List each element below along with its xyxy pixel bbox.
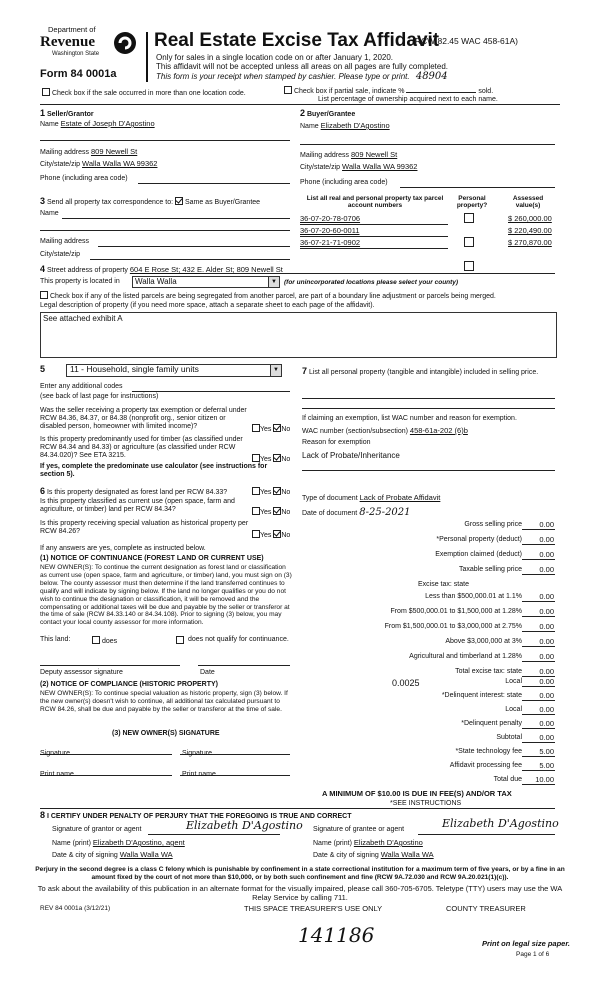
dor-swirl-icon — [112, 30, 138, 56]
wac-value[interactable]: 458-61a-202 (6)b — [409, 426, 468, 435]
corr-name-label: Name — [40, 210, 59, 217]
form-title: Real Estate Excise Tax Affidavit — [154, 30, 440, 51]
buyer-name-value[interactable]: Elizabeth D'Agostino — [320, 121, 390, 130]
buyer-mail-value[interactable]: 809 Newell St — [350, 150, 398, 159]
section-6-number: 6 — [40, 486, 46, 496]
grantee-signature[interactable]: Elizabeth D'Agostino — [442, 817, 559, 830]
location-select[interactable] — [132, 276, 280, 288]
street-label: Street address of property — [46, 267, 128, 274]
this-land-label: This land: — [40, 636, 71, 643]
alt-format-notice: To ask about the availability of this publication in an alternate format for the visually impaired, please call 360-705-6705. Teletype (TTY) users may use the WA Relay Service by calling 711. — [37, 884, 563, 902]
parcel-line — [300, 248, 448, 249]
deputy-date-label: Date — [200, 669, 215, 676]
timber-no-checkbox[interactable] — [273, 454, 281, 462]
assessed-value[interactable]: $ 270,870.00 — [508, 238, 552, 247]
owner-sig-label-1: Signature — [40, 750, 70, 757]
tax-row-label: *State technology fee — [455, 748, 522, 755]
tax-row-value[interactable]: 0.00 — [539, 691, 554, 700]
section-2-heading — [300, 108, 355, 119]
grantee-name-row — [313, 839, 423, 848]
tax-row-value[interactable]: 0.00 — [539, 705, 554, 714]
grantee-sig-line — [418, 834, 555, 835]
personal-col-header: Personal property? — [456, 195, 488, 210]
section-2-title: Buyer/Grantee — [306, 111, 356, 118]
personal-property-line-2[interactable] — [302, 408, 555, 409]
same-as-buyer-checkbox[interactable] — [175, 197, 183, 205]
yes-label: Yes — [260, 456, 272, 463]
current-use-question: Is this property classified as current use (open space, farm and agriculture, or timber) land per RCW 84.34? — [40, 498, 235, 514]
tax-row-label: *Delinquent penalty — [461, 720, 522, 727]
land-does-not-row — [176, 636, 184, 646]
corr-blank-line — [40, 230, 290, 231]
section-7-row — [302, 366, 554, 377]
exemption-question: Was the seller receiving a property tax exemption or deferral under RCW 84.36, 84.37, or 84.38 (nonprofit org., senior citizen or disabled person, homeowner with limited income)? — [40, 407, 247, 431]
section-3-text: Send all property tax correspondence to: — [46, 199, 174, 206]
segregated-checkbox[interactable] — [40, 291, 48, 299]
partial-sale-checkbox[interactable] — [284, 86, 292, 94]
reason-value[interactable]: Lack of Probate/Inheritance — [302, 451, 400, 460]
timber-calc-note: If yes, complete the predominate use calculator (see instructions for section 5). — [40, 463, 268, 479]
street-line — [200, 273, 555, 274]
section-7-number: 7 — [302, 366, 308, 376]
assessed-value[interactable]: $ 260,000.00 — [508, 214, 552, 223]
local-rate: 0.0025 — [392, 678, 420, 688]
grantee-sig-label: Signature of grantee or agent — [313, 826, 405, 833]
partial-pct-field[interactable] — [406, 92, 476, 93]
notice-continuance-text: NEW OWNER(S): To continue the current designation as forest land or classification as current use (open space, farm and agriculture, or timber) land, you must sign on (3) below. The county assessor must then determine if the land transferred continues to qualify and will indicate by signing below. If the land no longer qualifies or you do not wish to continue the designation or classification, it will be removed and the compensating or additional taxes will be due and payable by the seller or transferor at the time of sale (RCW 84.33.140 or 84.34.108). Prior to signing (3) below, you may contact your local county assessor for more information. — [40, 564, 292, 627]
historic-yes-checkbox[interactable] — [252, 530, 260, 538]
doc-date-value[interactable]: 8-25-2021 — [359, 507, 411, 518]
multi-location-row — [42, 88, 246, 98]
no-label: No — [281, 456, 291, 463]
tax-row-label: From $500,000.01 to $1,500,000 at 1.28% — [390, 608, 522, 615]
doc-type-value[interactable]: Lack of Probate Affidavit — [359, 493, 441, 502]
doc-type-row — [302, 494, 440, 503]
doc-type-label: Type of document — [302, 495, 358, 502]
tax-row-label: Above $3,000,000 at 3% — [445, 638, 522, 645]
buyer-city-value[interactable]: Walla Walla WA 99362 — [342, 162, 418, 171]
handwritten-number: 48904 — [415, 71, 448, 82]
historic-no-checkbox[interactable] — [273, 530, 281, 538]
section-1-heading — [40, 108, 94, 119]
section-4-number: 4 — [40, 264, 46, 274]
chevron-down-icon[interactable]: ▼ — [268, 277, 279, 287]
assessed-col-header: Assessed value(s) — [512, 195, 544, 210]
legal-desc-label: Legal description of property (if you need more space, attach a separate sheet to each page of the affidavit). — [40, 302, 375, 309]
parcel-col-header: List all real and personal property tax parcel account numbers — [306, 195, 444, 210]
tax-row-value[interactable]: 0.00 — [539, 565, 554, 574]
parcel-number[interactable]: 36-07-20-78-0706 — [300, 214, 361, 223]
deputy-date-line[interactable] — [198, 665, 290, 666]
yes-label: Yes — [260, 532, 272, 539]
tax-row-label: Agricultural and timberland at 1.28% — [409, 653, 522, 660]
excise-header: Excise tax: state — [418, 581, 469, 588]
buyer-name-label: Name — [300, 123, 319, 130]
buyer-city-row — [300, 163, 417, 172]
tax-row-label: *Personal property (deduct) — [436, 536, 522, 543]
grantee-name-label: Name (print) — [313, 840, 352, 847]
tax-row-label: Exemption claimed (deduct) — [435, 551, 522, 558]
dept-of-label: Department of — [48, 25, 96, 34]
buyer-phone-row — [300, 179, 388, 187]
corr-mail-field[interactable] — [98, 246, 290, 247]
tax-row-label: Local — [505, 706, 522, 713]
county-treasurer-label: COUNTY TREASURER — [446, 904, 526, 913]
forest-yes-checkbox[interactable] — [252, 487, 260, 495]
notice-continuance-title: (1) NOTICE OF CONTINUANCE (FOREST LAND OR CURRENT USE) — [40, 555, 264, 562]
treasurer-use-label: THIS SPACE TREASURER'S USE ONLY — [244, 904, 383, 913]
seller-mail-value[interactable]: 809 Newell St — [90, 147, 138, 156]
seller-city-label: City/state/zip — [40, 161, 81, 168]
exemption-instruction: If claiming an exemption, list WAC number and reason for exemption. — [302, 415, 517, 422]
tax-row-label: Taxable selling price — [458, 566, 522, 573]
instruction-3-row — [156, 71, 448, 83]
forest-question-row — [40, 486, 250, 497]
tax-row-value[interactable]: 0.00 — [539, 622, 554, 631]
located-label: This property is located in — [40, 278, 120, 285]
tax-row-label: From $1,500,000.01 to $3,000,000 at 2.75% — [384, 623, 522, 630]
ownership-note: List percentage of ownership acquired next to each name. — [318, 96, 498, 103]
corr-name-field[interactable] — [62, 218, 290, 219]
personal-property-text: List all personal property (tangible and intangible) included in selling price. — [308, 369, 539, 376]
partial-sale-row — [284, 86, 493, 96]
street-value[interactable]: 604 E Rose St; 432 E. Alder St; 809 Newell St — [129, 265, 283, 274]
additional-codes-label: Enter any additional codes — [40, 383, 123, 390]
yes-label: Yes — [260, 426, 272, 433]
minimum-due-notice: A MINIMUM OF $10.00 IS DUE IN FEE(S) AND/OR TAX — [322, 789, 512, 798]
tax-row-value[interactable]: 10.00 — [535, 775, 554, 784]
section-3-heading — [40, 196, 260, 207]
same-as-buyer-label: Same as Buyer/Grantee — [184, 199, 261, 206]
buyer-name-row — [300, 122, 390, 131]
grantee-name-value[interactable]: Elizabeth D'Agostino — [353, 838, 423, 847]
washington-state-label: Washington State — [52, 51, 100, 57]
grantee-city-label: Date & city of signing — [313, 852, 379, 859]
parcel-line — [300, 224, 448, 225]
grantor-name-label: Name (print) — [52, 840, 91, 847]
seller-phone-row — [40, 175, 128, 183]
current-use-yes-no — [252, 507, 290, 517]
assessed-value[interactable]: $ 220,490.00 — [508, 226, 552, 235]
use-code-value: 11 - Household, single family units — [70, 364, 199, 374]
seller-name-label: Name — [40, 121, 59, 128]
timber-yes-checkbox[interactable] — [252, 454, 260, 462]
tax-row-value[interactable]: 0.00 — [539, 520, 554, 529]
section-1-number: 1 — [40, 108, 46, 118]
header-divider — [146, 32, 148, 82]
tax-row-value[interactable]: 0.00 — [539, 733, 554, 742]
legal-description-value: See attached exhibit A — [43, 314, 123, 323]
tax-row-value[interactable]: 0.00 — [539, 550, 554, 559]
current-use-no-checkbox[interactable] — [273, 507, 281, 515]
land-does-not-checkbox[interactable] — [176, 636, 184, 644]
section-5-number — [40, 364, 45, 375]
chevron-down-icon[interactable]: ▼ — [270, 365, 281, 376]
partial-sold-label: sold. — [478, 88, 494, 95]
tax-row-label: Local — [505, 678, 522, 685]
tax-row-value[interactable]: 0.00 — [539, 535, 554, 544]
land-does-checkbox[interactable] — [92, 636, 100, 644]
located-note: (for unincorporated locations please select your county) — [284, 279, 459, 286]
handwritten-stamp-number: 141186 — [298, 923, 375, 947]
tax-row-value[interactable]: 0.00 — [539, 607, 554, 616]
tax-row-label: Affidavit processing fee — [449, 762, 522, 769]
yes-label: Yes — [260, 509, 272, 516]
grantor-city-label: Date & city of signing — [52, 852, 118, 859]
use-code-select[interactable] — [66, 364, 282, 377]
seller-city-row — [40, 160, 157, 169]
personal-property-checkbox[interactable] — [464, 237, 474, 247]
no-label: No — [281, 509, 291, 516]
grantor-city-row — [52, 851, 173, 860]
section-5-num: 5 — [40, 364, 46, 374]
tax-row-label: Gross selling price — [464, 521, 522, 528]
wac-label: WAC number (section/subsection) — [302, 428, 408, 435]
current-use-yes-checkbox[interactable] — [252, 507, 260, 515]
owner-print-label-2: Print name — [182, 771, 216, 778]
additional-codes-field[interactable] — [132, 391, 290, 392]
tax-row-value[interactable]: 0.00 — [539, 719, 554, 728]
exemption-yes-checkbox[interactable] — [252, 424, 260, 432]
buyer-mail-label: Mailing address — [300, 152, 350, 159]
parcel-number[interactable]: 36-07-20-60-0011 — [300, 226, 360, 235]
instruction-3: This form is your receipt when stamped by cashier. Please type or print. — [156, 72, 410, 81]
corr-mail-label: Mailing address — [40, 238, 90, 245]
form-number: Form 84 0001a — [40, 68, 117, 80]
segregated-label: Check box if any of the listed parcels are being segregated from another parcel, are part of a boundary line adjustment or parcels being merged. — [49, 293, 496, 300]
grantor-sig-line — [148, 834, 280, 835]
deputy-sig-label: Deputy assessor signature — [40, 669, 123, 676]
grantee-city-row — [313, 851, 434, 860]
tax-row-label: Total excise tax: state — [455, 668, 522, 675]
buyer-mail-row — [300, 151, 397, 160]
grantor-signature[interactable]: Elizabeth D'Agostino — [186, 819, 303, 832]
seller-name-value[interactable]: Estate of Joseph D'Agostino — [60, 119, 155, 128]
seller-mail-row — [40, 148, 137, 157]
forest-no-checkbox[interactable] — [273, 487, 281, 495]
forest-question: Is this property designated as forest land per RCW 84.33? — [46, 489, 228, 496]
corr-city-field[interactable] — [90, 259, 290, 260]
exemption-no-checkbox[interactable] — [273, 424, 281, 432]
section-6-instruction: If any answers are yes, complete as instructed below. — [40, 545, 206, 552]
notice-compliance-text: NEW OWNER(S): To continue special valuation as historic property, sign (3) below. If the new owner(s) doesn't wish to continue, all additional tax calculated pursuant to RCW 84.26, shall be due and payable by the seller or transferor at the time of sale. — [40, 690, 288, 713]
deputy-sig-line[interactable] — [40, 665, 180, 666]
owner-sig-label-2: Signature — [182, 750, 212, 757]
revenue-wordmark: Revenue — [40, 34, 95, 50]
tax-row-label: Less than $500,000.01 at 1.1% — [425, 593, 522, 600]
buyer-phone-label: Phone (including area code) — [300, 179, 388, 186]
location-select-value: Walla Walla — [135, 277, 177, 286]
see-back-label: (see back of last page for instructions) — [40, 393, 159, 400]
yes-label: Yes — [260, 489, 272, 496]
parcel-line — [300, 236, 448, 237]
header-rule — [40, 104, 560, 105]
seller-phone-label: Phone (including area code) — [40, 175, 128, 182]
section-2-number: 2 — [300, 108, 306, 118]
tax-row-value[interactable]: 0.00 — [539, 652, 554, 661]
partial-sale-label: Check box if partial sale, indicate % — [293, 88, 405, 95]
section-3-number: 3 — [40, 196, 46, 206]
grantor-name-value[interactable]: Elizabeth D'Agostino, agent — [92, 838, 185, 847]
historic-question: Is this property receiving special valuation as historical property per RCW 84.26? — [40, 520, 249, 536]
grantor-name-row — [52, 839, 185, 848]
buyer-city-label: City/state/zip — [300, 164, 341, 171]
tax-row-value[interactable]: 5.00 — [539, 761, 554, 770]
corr-city-label: City/state/zip — [40, 251, 81, 258]
no-label: No — [281, 426, 291, 433]
timber-question: Is this property predominantly used for timber (as classified under RCW 84.34 and 84.33) or agriculture (as classified under RCW 84.34.020)? See ETA 3215. — [40, 436, 243, 460]
see-instructions: *SEE INSTRUCTIONS — [390, 800, 462, 807]
land-does-label: does — [101, 638, 118, 645]
seller-blank-line — [40, 140, 290, 141]
located-row — [40, 278, 120, 286]
forest-yes-no — [252, 487, 290, 497]
historic-yes-no — [252, 530, 290, 540]
section-1-title: Seller/Grantor — [46, 111, 94, 118]
grantee-city-value[interactable]: Walla Walla WA — [380, 850, 434, 859]
page-number: Page 1 of 6 — [516, 951, 550, 958]
segregated-row — [40, 291, 496, 301]
buyer-blank-line — [300, 144, 555, 145]
tax-row-label: Subtotal — [496, 734, 522, 741]
form-rcw: (RCW 82.45 WAC 458-61A) — [412, 36, 518, 46]
new-owner-sig-title: (3) NEW OWNER(S) SIGNATURE — [112, 730, 220, 737]
personal-property-checkbox[interactable] — [464, 261, 474, 271]
legal-description-box[interactable] — [40, 312, 557, 358]
tax-row-label: Total due — [493, 776, 522, 783]
seller-city-value[interactable]: Walla Walla WA 99362 — [82, 159, 158, 168]
buyer-phone-field[interactable] — [400, 187, 555, 188]
tax-row-value[interactable]: 0.00 — [539, 677, 554, 686]
tax-row-value[interactable]: 0.00 — [539, 637, 554, 646]
legal-paper-note: Print on legal size paper. — [482, 939, 570, 948]
doc-date-label: Date of document — [302, 510, 358, 517]
no-label: No — [281, 489, 291, 496]
personal-property-checkbox[interactable] — [464, 213, 474, 223]
owner-print-label-1: Print name — [40, 771, 74, 778]
section-8-number: 8 — [40, 810, 46, 820]
certify-statement: I CERTIFY UNDER PENALTY OF PERJURY THAT THE FOREGOING IS TRUE AND CORRECT — [46, 813, 352, 820]
revision-code: REV 84 0001a (3/12/21) — [40, 905, 111, 912]
tax-row-value[interactable]: 5.00 — [539, 747, 554, 756]
doc-date-row — [302, 507, 411, 519]
wac-row — [302, 427, 468, 436]
tax-row-label: *Delinquent interest: state — [441, 692, 522, 699]
seller-name-row — [40, 120, 155, 129]
personal-property-line-1[interactable] — [302, 398, 555, 399]
seller-mail-label: Mailing address — [40, 149, 90, 156]
grantor-city-value[interactable]: Walla Walla WA — [119, 850, 173, 859]
multi-location-checkbox[interactable] — [42, 88, 50, 96]
grantor-sig-label: Signature of grantor or agent — [52, 826, 142, 833]
reason-label: Reason for exemption — [302, 439, 371, 446]
tax-row-value[interactable]: 0.00 — [539, 667, 554, 676]
parcel-number[interactable]: 36-07-21-71-0902 — [300, 238, 361, 247]
multi-location-label: Check box if the sale occurred in more than one location code. — [51, 90, 246, 97]
instruction-1: Only for sales in a single location code on or after January 1, 2020. — [156, 53, 394, 62]
exemption-yes-no — [252, 424, 290, 434]
seller-phone-field[interactable] — [138, 183, 290, 184]
reason-line — [302, 470, 555, 471]
no-label: No — [281, 532, 291, 539]
notice-compliance-title: (2) NOTICE OF COMPLIANCE (HISTORIC PROPERTY) — [40, 681, 218, 688]
tax-row-value[interactable]: 0.00 — [539, 592, 554, 601]
perjury-notice: Perjury in the second degree is a class C felony which is punishable by confinement in a state correctional institution for a maximum term of five years, or by a fine in an amount fixed by the court of not more than $10,000, or by both such confinement and fine (RCW 9A.72.030 and RCW 9A.20.021(1)(c)). — [35, 866, 565, 881]
section-8-rule — [40, 808, 555, 809]
instruction-2: This affidavit will not be accepted unless all areas on all pages are fully completed. — [156, 62, 449, 71]
land-does-not-label: does not qualify for continuance. — [188, 636, 289, 643]
land-does-row — [92, 636, 117, 646]
